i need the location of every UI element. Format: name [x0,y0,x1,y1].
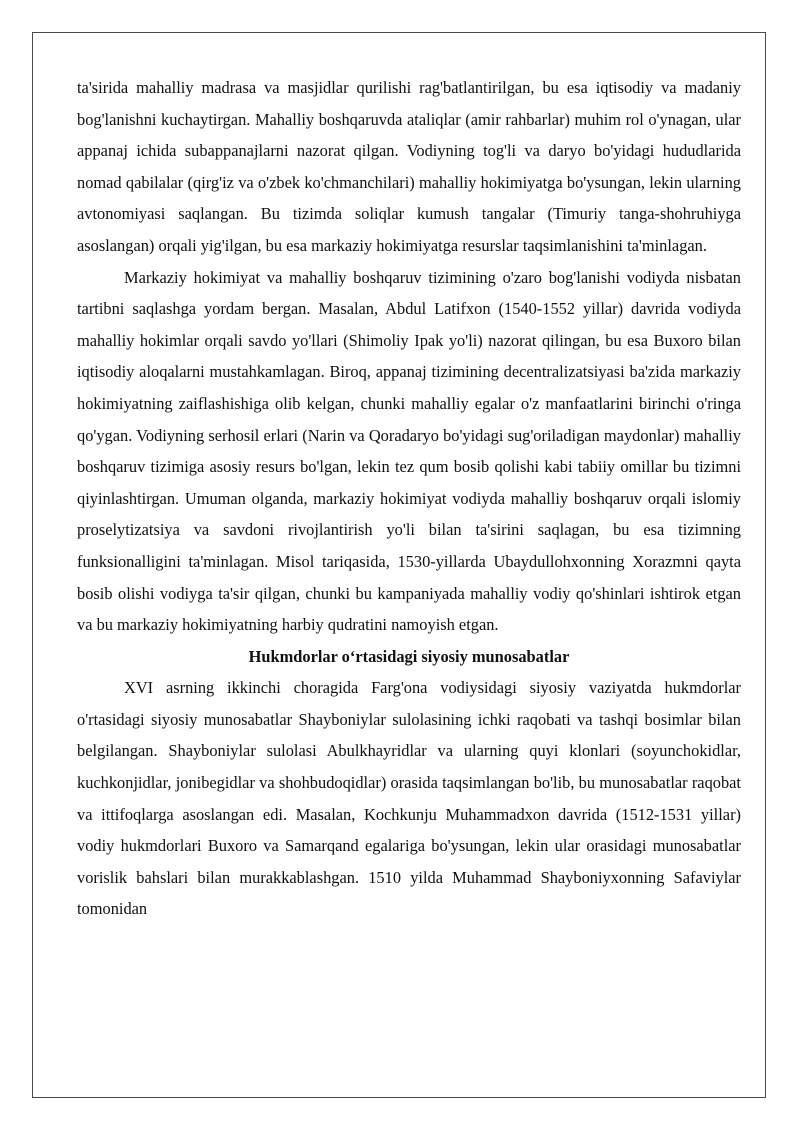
document-body [77,72,741,925]
paragraph-continuation: ta'sirida mahalliy madrasa va masjidlar qurilishi rag'batlantirilgan, bu esa iqtisodiy va madaniy bog'lanishni kuchaytirgan. Mahalliy boshqaruvda ataliqlar (amir rahbarlar) muhim rol o'ynagan, ular appanaj ichida subappanajlarni nazorat qilgan. Vodiyning tog'li va daryo bo'yidagi hududlarida nomad qabilalar (qirg'iz va o'zbek ko'chmanchilari) mahalliy hokimiyatga bo'ysungan, lekin ularning avtonomiyasi saqlangan. Bu tizimda soliqlar kumush tangalar (Timuriy tanga-shohruhiyga asoslangan) orqali yig'ilgan, bu esa markaziy hokimiyatga resurslar taqsimlanishini ta'minlagan. [77,78,741,255]
paragraph-central-local-governance: Markaziy hokimiyat va mahalliy boshqaruv tizimining o'zaro bog'lanishi vodiyda nisbatan tartibni saqlashga yordam bergan. Masalan, Abdul Latifxon (1540-1552 yillar) davrida vodiyda mahalliy hokimlar orqali savdo yo'llari (Shimoliy Ipak yo'li) nazorat qilingan, bu esa Buxoro bilan iqtisodiy aloqalarni mustahkamlagan. Biroq, appanaj tizimining decentralizatsiyasi ba'zida markaziy hokimiyatning zaiflashishiga olib kelgan, chunki mahalliy egalar o'z manfaatlarini birinchi o'ringa qo'ygan. Vodiyning serhosil erlari (Narin va Qoradaryo bo'yidagi sug'oriladigan maydonlar) mahalliy boshqaruv tizimiga asosiy resurs bo'lgan, lekin tez qum bosib qolishi kabi tabiiy omillar bu tizimni qiyinlashtirgan. Umuman olganda, markaziy hokimiyat vodiyda mahalliy boshqaruv orqali islomiy proselytizatsiya va savdoni rivojlantirish yo'li bilan ta'sirini saqlagan, bu esa tizimning funksionalligini ta'minlagan. Misol tariqasida, 1530-yillarda Ubaydullohxonning Xorazmni qayta bosib olishi vodiyga ta'sir qilgan, chunki bu kampaniyada mahalliy vodiy qo'shinlari ishtirok etgan va bu markaziy hokimiyatning harbiy qudratini namoyish etgan. [77,267,741,635]
paragraph-political-relations: XVI asrning ikkinchi choragida Farg'ona vodiysidagi siyosiy vaziyatda hukmdorlar o'rtasidagi siyosiy munosabatlar Shayboniylar sulolasining ichki raqobati va tashqi bosimlar bilan belgilangan. Shayboniylar sulolasi Abulkhayridlar va ularning quyi klonlari (soyunchokidlar, kuchkonjidlar, jonibegidlar va shohbudoqidlar) orasida taqsimlangan bo'lib, bu munosabatlar raqobat va ittifoqlarga asoslangan edi. Masalan, Kochkunju Muhammadxon davrida (1512-1531 yillar) vodiy hukmdorlari Buxoro va Samarqand egalariga bo'ysungan, lekin ular orasidagi munosabatlar vorislik bahslari bilan murakkablashgan. 1510 yilda Muhammad Shayboniyxonning Safaviylar tomonidan [77,678,741,919]
section-heading: Hukmdorlar o‘rtasidagi siyosiy munosabatlar [248,646,570,666]
